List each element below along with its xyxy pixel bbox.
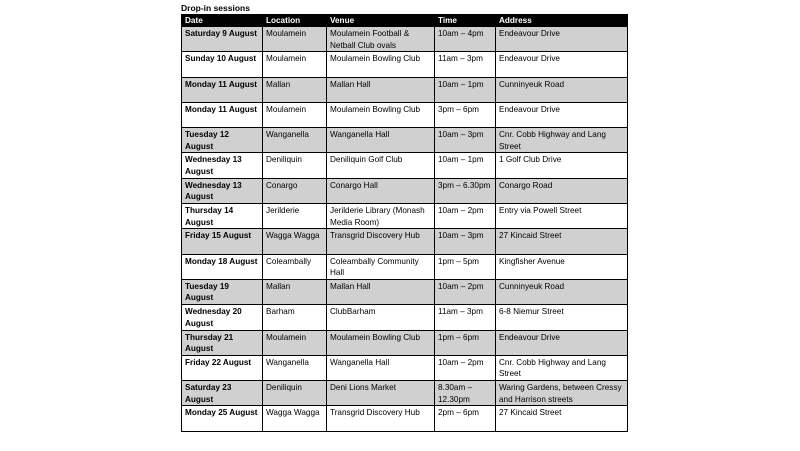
cell-date: Monday 18 August <box>182 254 263 279</box>
cell-address: Cunninyeuk Road <box>496 279 628 304</box>
cell-time: 10am – 2pm <box>435 204 496 229</box>
cell-location: Conargo <box>263 178 327 203</box>
cell-venue: Deni Lions Market <box>327 381 435 406</box>
cell-venue: Wanganella Hall <box>327 355 435 380</box>
cell-date: Thursday 21 August <box>182 330 263 355</box>
cell-time: 10am – 1pm <box>435 77 496 102</box>
table-row <box>182 305 628 330</box>
table-row <box>182 102 628 127</box>
cell-location: Wanganella <box>263 355 327 380</box>
cell-date: Monday 25 August <box>182 406 263 431</box>
table-caption: Drop-in sessions <box>181 3 250 13</box>
cell-venue: Moulamein Football & Netball Club ovals <box>327 27 435 52</box>
cell-venue: Moulamein Bowling Club <box>327 102 435 127</box>
cell-time: 2pm – 6pm <box>435 406 496 431</box>
cell-time: 10am – 1pm <box>435 153 496 178</box>
table-row <box>182 254 628 279</box>
cell-time: 11am – 3pm <box>435 305 496 330</box>
cell-address: 27 Kincaid Street <box>496 406 628 431</box>
cell-location: Mallan <box>263 77 327 102</box>
cell-time: 1pm – 5pm <box>435 254 496 279</box>
cell-venue: Transgrid Discovery Hub <box>327 229 435 254</box>
table-row <box>182 229 628 254</box>
cell-venue: Moulamein Bowling Club <box>327 330 435 355</box>
header-time: Time <box>435 15 496 27</box>
cell-location: Coleambally <box>263 254 327 279</box>
table-row <box>182 279 628 304</box>
cell-address: Endeavour Drive <box>496 52 628 77</box>
table-row <box>182 128 628 153</box>
cell-venue: Mallan Hall <box>327 77 435 102</box>
cell-address: Cnr. Cobb Highway and Lang Street <box>496 128 628 153</box>
cell-location: Moulamein <box>263 52 327 77</box>
table-row <box>182 355 628 380</box>
cell-venue: Mallan Hall <box>327 279 435 304</box>
cell-location: Deniliquin <box>263 153 327 178</box>
cell-location: Moulamein <box>263 27 327 52</box>
cell-location: Moulamein <box>263 102 327 127</box>
cell-location: Moulamein <box>263 330 327 355</box>
table-row <box>182 204 628 229</box>
cell-address: 6-8 Niemur Street <box>496 305 628 330</box>
cell-address: Conargo Road <box>496 178 628 203</box>
cell-address: 27 Kincaid Street <box>496 229 628 254</box>
cell-location: Wagga Wagga <box>263 406 327 431</box>
cell-location: Barham <box>263 305 327 330</box>
header-address: Address <box>496 15 628 27</box>
cell-date: Saturday 9 August <box>182 27 263 52</box>
cell-date: Saturday 23 August <box>182 381 263 406</box>
cell-time: 10am – 2pm <box>435 355 496 380</box>
cell-time: 3pm – 6pm <box>435 102 496 127</box>
cell-date: Wednesday 20 August <box>182 305 263 330</box>
cell-time: 10am – 2pm <box>435 279 496 304</box>
table-row <box>182 153 628 178</box>
header-location: Location <box>263 15 327 27</box>
cell-date: Wednesday 13 August <box>182 178 263 203</box>
table-row <box>182 52 628 77</box>
cell-address: Endeavour Drive <box>496 330 628 355</box>
cell-time: 1pm – 6pm <box>435 330 496 355</box>
cell-date: Tuesday 19 August <box>182 279 263 304</box>
table-row <box>182 330 628 355</box>
cell-location: Wanganella <box>263 128 327 153</box>
cell-time: 3pm – 6.30pm <box>435 178 496 203</box>
cell-venue: Wanganella Hall <box>327 128 435 153</box>
header-date: Date <box>182 15 263 27</box>
cell-date: Monday 11 August <box>182 102 263 127</box>
cell-address: Endeavour Drive <box>496 27 628 52</box>
cell-date: Tuesday 12 August <box>182 128 263 153</box>
table-row <box>182 178 628 203</box>
cell-venue: Transgrid Discovery Hub <box>327 406 435 431</box>
cell-date: Wednesday 13 August <box>182 153 263 178</box>
cell-venue: Moulamein Bowling Club <box>327 52 435 77</box>
header-venue: Venue <box>327 15 435 27</box>
cell-venue: Conargo Hall <box>327 178 435 203</box>
header-row <box>182 15 628 27</box>
cell-time: 8.30am – 12.30pm <box>435 381 496 406</box>
cell-address: 1 Golf Club Drive <box>496 153 628 178</box>
cell-location: Mallan <box>263 279 327 304</box>
table-row <box>182 381 628 406</box>
table-row <box>182 77 628 102</box>
cell-date: Friday 22 August <box>182 355 263 380</box>
cell-time: 10am – 3pm <box>435 229 496 254</box>
cell-time: 10am – 3pm <box>435 128 496 153</box>
cell-address: Endeavour Drive <box>496 102 628 127</box>
sessions-table <box>181 14 628 432</box>
cell-address: Kingfisher Avenue <box>496 254 628 279</box>
cell-venue: ClubBarham <box>327 305 435 330</box>
cell-time: 11am – 3pm <box>435 52 496 77</box>
cell-date: Friday 15 August <box>182 229 263 254</box>
cell-location: Deniliquin <box>263 381 327 406</box>
cell-location: Jerilderie <box>263 204 327 229</box>
cell-address: Cnr. Cobb Highway and Lang Street <box>496 355 628 380</box>
cell-time: 10am – 4pm <box>435 27 496 52</box>
cell-date: Monday 11 August <box>182 77 263 102</box>
cell-address: Waring Gardens, between Cressy and Harrison streets <box>496 381 628 406</box>
cell-date: Thursday 14 August <box>182 204 263 229</box>
table-row <box>182 27 628 52</box>
table-row <box>182 406 628 431</box>
cell-venue: Deniliquin Golf Club <box>327 153 435 178</box>
cell-venue: Coleambally Community Hall <box>327 254 435 279</box>
cell-location: Wagga Wagga <box>263 229 327 254</box>
cell-venue: Jerilderie Library (Monash Media Room) <box>327 204 435 229</box>
cell-date: Sunday 10 August <box>182 52 263 77</box>
cell-address: Cunninyeuk Road <box>496 77 628 102</box>
drop-in-sessions-section <box>181 3 627 432</box>
cell-address: Entry via Powell Street <box>496 204 628 229</box>
